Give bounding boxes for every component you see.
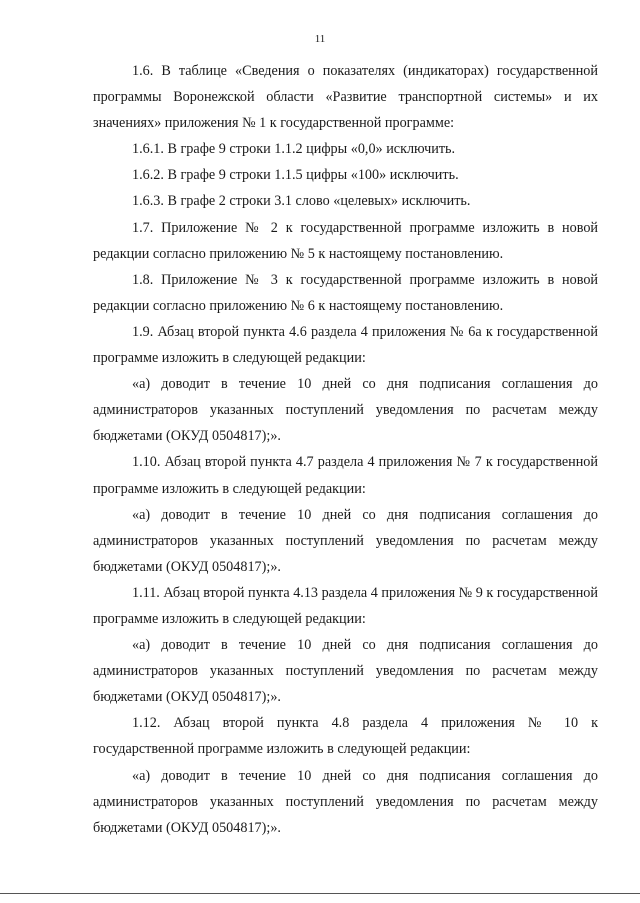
paragraph-1-6-3: 1.6.3. В графе 2 строки 3.1 слово «целевых» исключить. (132, 193, 471, 210)
paragraph-1-9-quote: «а) доводит в течение 10 дней со дня подписания соглашения до администраторов указанных поступлений уведомления по расчетам между бюджетами (ОКУД 0504817);». (93, 376, 598, 445)
document-body (93, 58, 598, 841)
paragraph-1-10-quote: «а) доводит в течение 10 дней со дня подписания соглашения до администраторов указанных поступлений уведомления по расчетам между бюджетами (ОКУД 0504817);». (93, 506, 598, 575)
paragraph-1-6: 1.6. В таблице «Сведения о показателях (индикаторах) государственной программы Воронежской области «Развитие транспортной системы» и их значениях» приложения № 1 к государственной программе: (93, 63, 598, 132)
page-number: 11 (314, 33, 326, 45)
paragraph-1-10: 1.10. Абзац второй пункта 4.7 раздела 4 приложения № 7 к государственной программе изложить в следующей редакции: (93, 454, 598, 497)
paragraph-1-6-2: 1.6.2. В графе 9 строки 1.1.5 цифры «100» исключить. (132, 167, 459, 184)
paragraph-1-9: 1.9. Абзац второй пункта 4.6 раздела 4 приложения № 6а к государственной программе изложить в следующей редакции: (93, 323, 598, 367)
paragraph-1-12: 1.12. Абзац второй пункта 4.8 раздела 4 приложения № 10 к государственной программе изложить в следующей редакции: (93, 715, 598, 758)
paragraph-1-11-quote: «а) доводит в течение 10 дней со дня подписания соглашения до администраторов указанных поступлений уведомления по расчетам между бюджетами (ОКУД 0504817);». (93, 637, 598, 706)
paragraph-1-8: 1.8. Приложение № 3 к государственной программе изложить в новой редакции согласно приложению № 6 к настоящему постановлению. (93, 271, 598, 314)
paragraph-1-12-quote: «а) доводит в течение 10 дней со дня подписания соглашения до администраторов указанных поступлений уведомления по расчетам между бюджетами (ОКУД 0504817);». (93, 767, 598, 836)
page-bottom-edge (0, 893, 640, 894)
paragraph-1-11: 1.11. Абзац второй пункта 4.13 раздела 4 приложения № 9 к государственной программе изложить в следующей редакции: (93, 584, 598, 627)
paragraph-1-7: 1.7. Приложение № 2 к государственной программе изложить в новой редакции согласно приложению № 5 к настоящему постановлению. (93, 219, 598, 262)
paragraph-1-6-1: 1.6.1. В графе 9 строки 1.1.2 цифры «0,0» исключить. (132, 141, 456, 158)
